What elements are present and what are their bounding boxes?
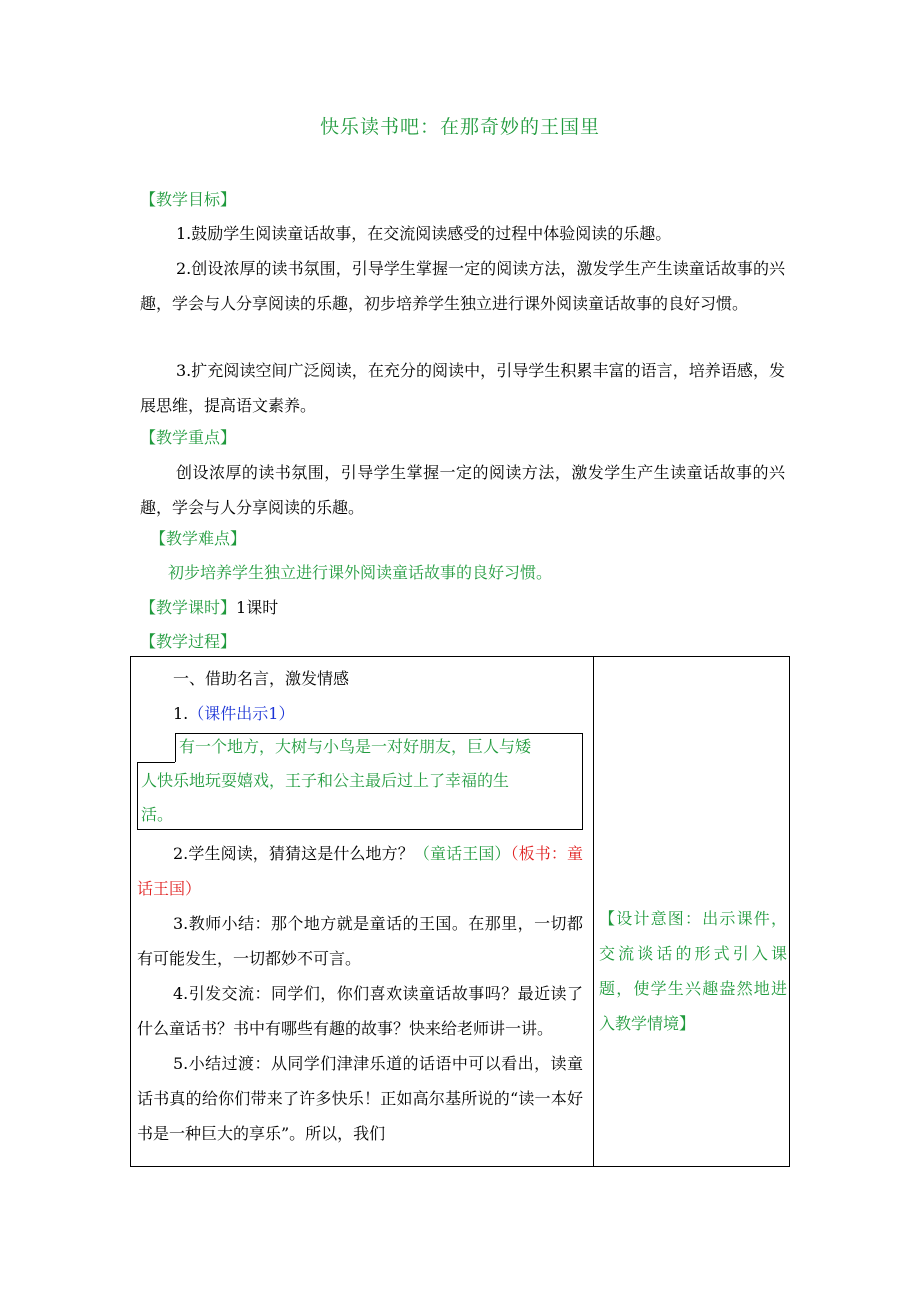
quote-box [137, 733, 583, 829]
hours-heading: 【教学课时】 [140, 598, 237, 617]
step3: 3.教师小结：那个地方就是童话的王国。在那里，一切都有可能发生，一切都妙不可言。 [137, 914, 583, 968]
step2-text: 2.学生阅读，猜猜这是什么地方？ [173, 844, 414, 863]
quote-line-3: 活。 [141, 805, 174, 824]
step1-line [137, 696, 583, 731]
difficulty-heading: 【教学难点】 [150, 529, 247, 548]
step2-answer: （童话王国） [413, 844, 511, 863]
step5: 5.小结过渡：从同学们津津乐道的话语中可以看出，读童话书真的给你们带来了许多快乐！正如高尔基所说的“读一本好书是一种巨大的享乐”。所以，我们 [137, 1054, 583, 1143]
quote-line-2: 人快乐地玩耍嬉戏，王子和公主最后过上了幸福的生 [141, 771, 510, 790]
goal-3: 3.扩充阅读空间广泛阅读，在充分的阅读中，引导学生积累丰富的语言，培养语感，发展思维，提高语文素养。 [140, 361, 785, 415]
goal-1: 1.鼓励学生阅读童话故事，在交流阅读感受的过程中体验阅读的乐趣。 [176, 224, 672, 243]
step1-num: 1. [173, 704, 189, 723]
difficulty-text: 初步培养学生独立进行课外阅读童话故事的良好习惯。 [168, 563, 553, 582]
hours-text: 1课时 [236, 598, 279, 617]
hours-row [140, 598, 278, 618]
process-heading: 【教学过程】 [140, 632, 237, 651]
step1-title: 一、借助名言，激发情感 [173, 669, 350, 688]
step2 [137, 836, 583, 906]
quote-line-1: 有一个地方，大树与小鸟是一对好朋友，巨人与矮 [179, 737, 532, 756]
goals-heading: 【教学目标】 [140, 190, 237, 209]
process-table [130, 656, 790, 1167]
table-divider [593, 657, 594, 1166]
goal-2: 2.创设浓厚的读书氛围，引导学生掌握一定的阅读方法，激发学生产生读童话故事的兴趣，学会与人分享阅读的乐趣，初步培养学生独立进行课外阅读童话故事的良好习惯。 [140, 259, 785, 313]
page-title: 快乐读书吧：在那奇妙的王国里 [319, 116, 600, 138]
key-heading: 【教学重点】 [140, 428, 237, 447]
step4: 4.引发交流：同学们，你们喜欢读童话故事吗？最近读了什么童话书？书中有哪些有趣的故事？快来给老师讲一讲。 [137, 984, 583, 1038]
step1-note: （课件出示1） [188, 704, 295, 723]
step2-board: （板书：童话王国） [137, 844, 583, 898]
design-note: 【设计意图：出示课件，交流谈话的形式引入课题，使学生兴趣盎然地进入教学情境】 [599, 909, 787, 1033]
key-text: 创设浓厚的读书氛围，引导学生掌握一定的阅读方法，激发学生产生读童话故事的兴趣，学会与人分享阅读的乐趣。 [140, 463, 785, 517]
